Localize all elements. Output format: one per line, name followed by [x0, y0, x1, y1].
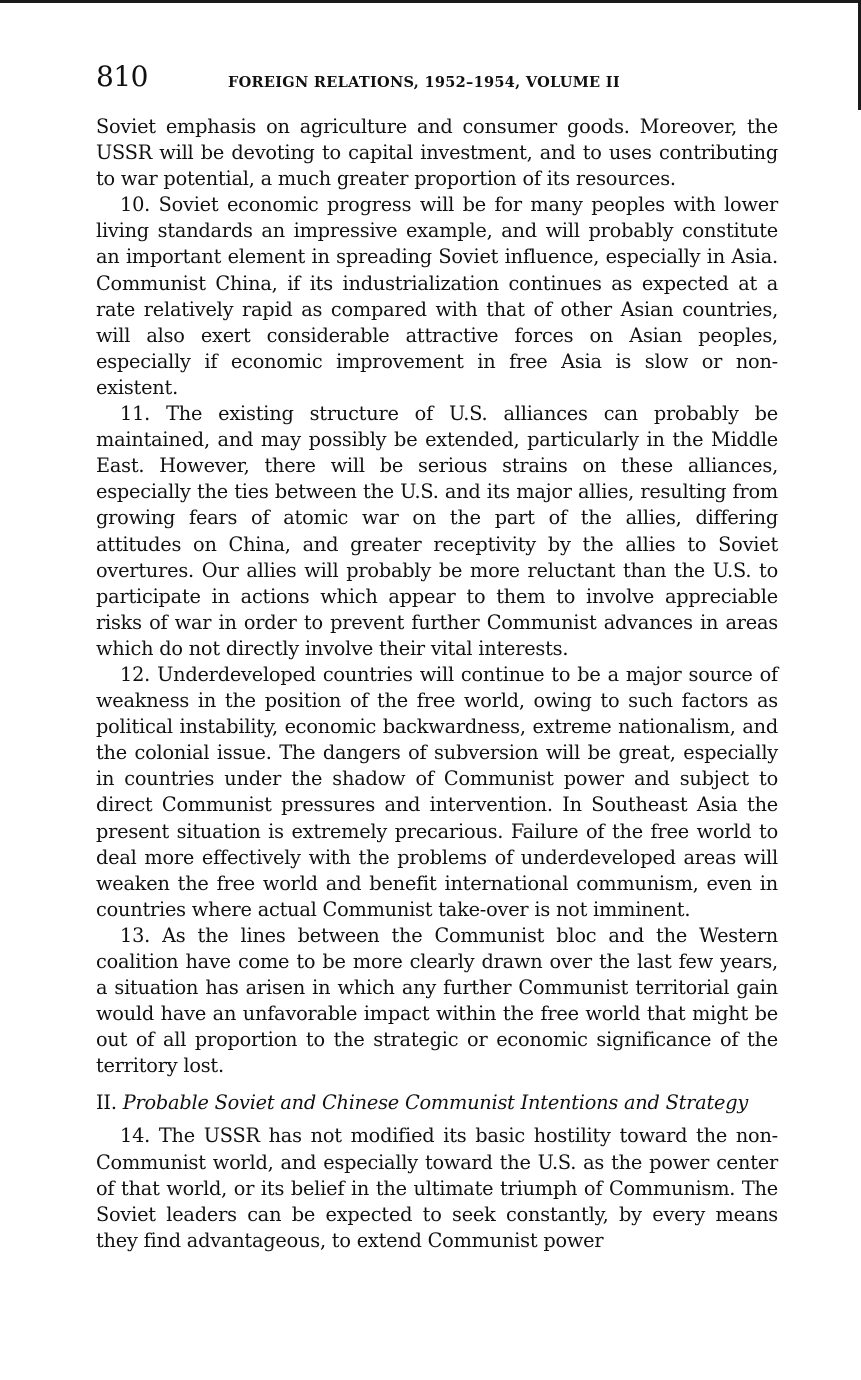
- section-numeral: II.: [96, 1091, 117, 1115]
- paragraph-9-continuation: Soviet emphasis on agriculture and consumer goods. Moreover, the USSR will be devoting to capital investment, and to uses contributing to war potential, a much greater proportion of its resources.: [96, 115, 778, 191]
- document-body: [96, 114, 778, 1254]
- paragraph-11: 11. The existing structure of U.S. alliances can probably be maintained, and may possibly be extended, particularly in the Middle East. However, there will be serious strains on these alliances, especially the ties between the U.S. and its major allies, resulting from growing fears of atomic war on the part of the allies, differing attitudes on China, and greater receptivity by the allies to Soviet overtures. Our allies will probably be more reluctant than the U.S. to participate in actions which appear to them to involve appreciable risks of war in order to prevent further Communist advances in areas which do not directly involve their vital interests.: [96, 402, 778, 660]
- paragraph-12: 12. Underdeveloped countries will continue to be a major source of weakness in the position of the free world, owing to such factors as political instability, economic backwardness, extreme nationalism, and the colonial issue. The dangers of subversion will be great, especially in countries under the shadow of Communist power and subject to direct Communist pressures and intervention. In Southeast Asia the present situation is extremely precarious. Failure of the free world to deal more effectively with the problems of underdeveloped areas will weaken the free world and benefit international communism, even in countries where actual Communist take-over is not imminent.: [96, 662, 778, 921]
- paragraph-13: 13. As the lines between the Communist bloc and the Western coalition have come to be more clearly drawn over the last few years, a situation has arisen in which any further Communist territorial gain would have an unfavorable impact within the free world that might be out of all proportion to the strategic or economic significance of the territory lost.: [96, 923, 778, 1078]
- section-heading: [96, 1089, 778, 1117]
- running-head: FOREIGN RELATIONS, 1952–1954, VOLUME II: [228, 74, 620, 91]
- top-border-rule: [0, 0, 861, 3]
- paragraph-10: 10. Soviet economic progress will be for many peoples with lower living standards an impressive example, and will probably constitute an important element in spreading Soviet influence, especially in Asia. Communist China, if its industrialization continues as expected at a rate relatively rapid as compared with that of other Asian countries, will also exert considerable attractive forces on Asian peoples, especially if economic improvement in free Asia is slow or non-existent.: [96, 193, 778, 399]
- paragraph-14: 14. The USSR has not modified its basic hostility toward the non-Communist world, and especially toward the U.S. as the power center of that world, or its belief in the ultimate triumph of Communism. The Soviet leaders can be expected to seek constantly, by every means they find advantageous, to extend Communist power: [96, 1124, 778, 1252]
- page-number: 810: [96, 60, 148, 93]
- page-header: [96, 60, 778, 100]
- section-title: Probable Soviet and Chinese Communist Intentions and Strategy: [122, 1091, 749, 1115]
